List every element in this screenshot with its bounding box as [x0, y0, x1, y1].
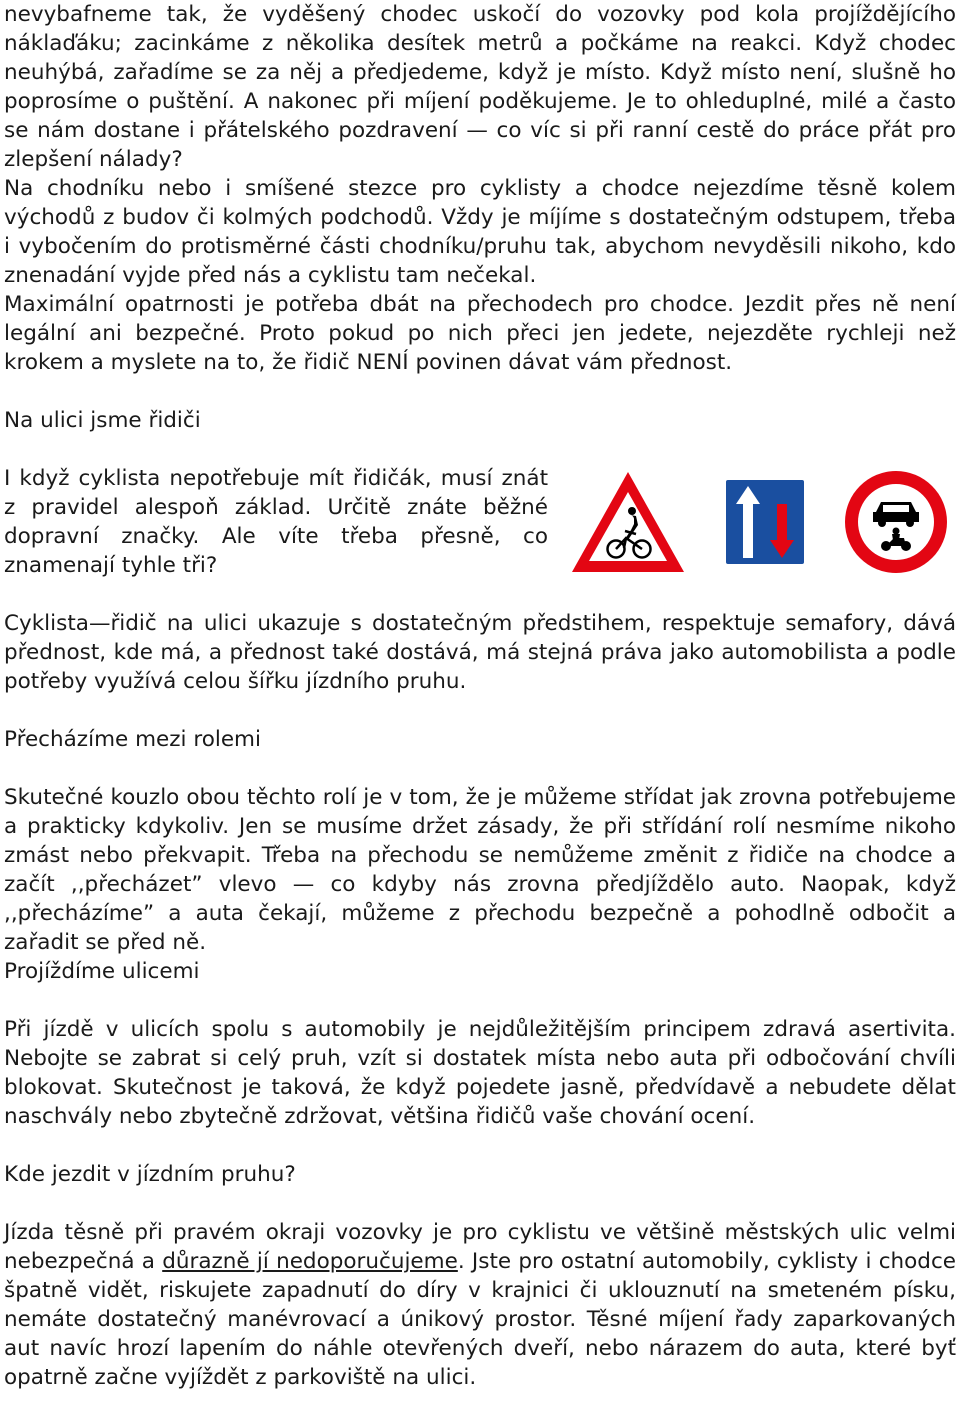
traffic-signs-section [4, 464, 956, 580]
underlined-emphasis: důrazně jí nedoporučujeme [162, 1249, 458, 1274]
paragraph-lane-position [4, 1218, 956, 1392]
heading-switching-roles: Přecházíme mezi rolemi [4, 727, 261, 752]
paragraph-cyclist-driver: Cyklista—řidič na ulici ukazuje s dostatečným předstihem, respektuje semafory, dává přednost, kde má, a přednost také dostává, má stejná práva jako automobilista a podle potřeby využívá celou šířku jízdního pruhu. [4, 611, 956, 694]
lane-text-end: . Jste pro ostatní automobily, cyklisty i chodce špatně vidět, riskujete zapadnutí do díry v krajnici či uklouznutí na smeteném písku, nemáte dostatečný manévrovací a únikový prostor. Těsné míjení řady zaparkovaných aut navíc hrozí lapením do náhle otevřených dveří, nebo nárazem do auta, které byť opatrně začne vyjíždět z parkoviště na ulici. [4, 1249, 956, 1390]
spacer [4, 377, 956, 406]
traffic-signs-row [568, 468, 950, 576]
paragraph-crosswalks: Maximální opatrnosti je potřeba dbát na přechodech pro chodce. Jezdit přes ně není legální ani bezpečné. Proto pokud po nich přeci jen jedete, nejezděte rychleji než krokem a myslete na to, že řidič NENÍ povinen dávat vám přednost. [4, 292, 956, 375]
heading-on-street-drivers: Na ulici jsme řidiči [4, 408, 201, 433]
heading-lane-position: Kde jezdit v jízdním pruhu? [4, 1162, 296, 1187]
paragraph-traffic-signs: I když cyklista nepotřebuje mít řidičák, musí znát z pravidel alespoň základ. Určitě znáte běžné dopravní značky. Ale víte třeba přesně, co znamenají tyhle tři? [4, 466, 548, 578]
cyclists-warning-sign-icon [568, 468, 688, 576]
spacer [4, 580, 956, 609]
one-way-priority-sign-icon [722, 476, 808, 568]
spacer [4, 1131, 956, 1160]
spacer [4, 696, 956, 725]
heading-riding-streets: Projíždíme ulicemi [4, 959, 200, 984]
paragraph-cyclists-and-pedestrians: nevybafneme tak, že vyděšený chodec uskočí do vozovky pod kola projíždějícího náklaďáku; zacinkáme z několika desítek metrů a počkáme na reakci. Když chodec neuhýbá, zařadíme se za něj a předjedeme, když je místo. Když místo není, slušně ho poprosíme o puštění. A nakonec při míjení poděkujeme. Je to ohleduplné, milé a často se nám dostane i přátelského pozdravení — co víc si při ranní cestě do práce přát pro zlepšení nálady? [4, 2, 956, 172]
spacer [4, 1189, 956, 1218]
paragraph-sidewalk-riding: Na chodníku nebo i smíšené stezce pro cyklisty a chodce nejezdíme těsně kolem východů z budov či kolmých podchodů. Vždy je míjíme s dostatečným odstupem, třeba i vybočením do protisměrné části chodníku/pruhu tak, abychom nevyděsili nikoho, kdo znenadání vyjde před nás a cyklistu tam nečekal. [4, 176, 956, 288]
spacer [4, 986, 956, 1015]
paragraph-switching-roles: Skutečné kouzlo obou těchto rolí je v tom, že je můžeme střídat jak zrovna potřebujeme a prakticky kdykoliv. Jen se musíme držet zásady, že při střídání rolí nesmíme nikoho zmást nebo překvapit. Třeba na přechodu se nemůžeme změnit z řidiče na chodce a začít ,,přecházet” vlevo — co kdyby nás zrovna předjíždělo auto. Naopak, když ,,přecházíme” a auta čekají, můžeme z přechodu bezpečně a pohodlně odbočit a zařadit se před ně. [4, 785, 956, 955]
no-motor-vehicles-sign-icon [842, 468, 950, 576]
lane-text-start: Jízda těsně při pravém okraji vozovky je pro cyklistu ve většině městských ulic velmi nebezpečná a [4, 1220, 956, 1274]
spacer [4, 754, 956, 783]
spacer [4, 435, 956, 464]
paragraph-assertiveness: Při jízdě v ulicích spolu s automobily je nejdůležitějším principem zdravá asertivita. Nebojte se zabrat si celý pruh, vzít si dostatek místa nebo auta při odbočování chvíli blokovat. Skutečnost je taková, že když pojedete jasně, předvídavě a nebudete dělat naschvály nebo zbytečně zdržovat, většina řidičů vaše chování ocení. [4, 1017, 956, 1129]
